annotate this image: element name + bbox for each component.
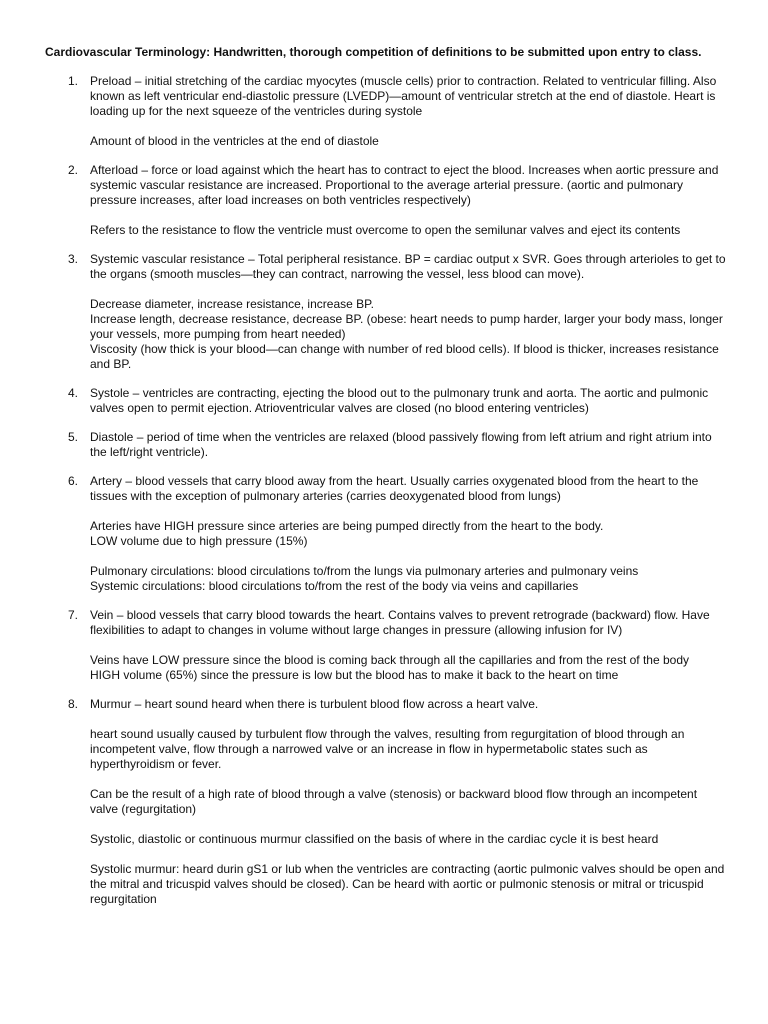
term-item — [45, 252, 728, 372]
text-line: Murmur – heart sound heard when there is turbulent blood flow across a heart valve. — [90, 697, 539, 711]
term-note — [90, 653, 728, 683]
term-note — [90, 727, 728, 772]
term-note — [90, 564, 728, 594]
term-note — [90, 223, 728, 238]
term-note — [90, 787, 728, 817]
text-line: Can be the result of a high rate of blood through a valve (stenosis) or backward blood flow through an incompetent valve (regurgitation) — [90, 787, 698, 816]
text-line: Refers to the resistance to flow the ventricle must overcome to open the semilunar valves and eject its contents — [90, 223, 681, 237]
term-note — [90, 297, 728, 372]
text-line: Systemic vascular resistance – Total peripheral resistance. BP = cardiac output x SVR. Goes through arterioles to get to the organs (smooth muscles—they can contract, narrowing the vessel, less blood can move). — [90, 252, 726, 281]
term-definition — [90, 697, 728, 712]
document-title: Cardiovascular Terminology: Handwritten, thorough competition of definitions to be submitted upon entry to class. — [45, 45, 702, 59]
term-item — [45, 163, 728, 238]
text-line: Artery – blood vessels that carry blood away from the heart. Usually carries oxygenated blood from the heart to the tissues with the exception of pulmonary arteries (carries deoxygenated blood from lungs) — [90, 474, 699, 503]
text-line: Veins have LOW pressure since the blood is coming back through all the capillaries and from the rest of the body — [90, 653, 689, 667]
term-item — [45, 697, 728, 907]
term-number: 4. — [68, 386, 79, 400]
text-line: LOW volume due to high pressure (15%) — [90, 534, 308, 548]
term-item — [45, 430, 728, 460]
term-number: 1. — [68, 74, 79, 88]
term-note — [90, 832, 728, 847]
term-note — [90, 862, 728, 907]
term-number: 3. — [68, 252, 79, 266]
term-number: 8. — [68, 697, 79, 711]
term-item — [45, 608, 728, 683]
term-definition — [90, 430, 728, 460]
text-line: Decrease diameter, increase resistance, increase BP. — [90, 297, 374, 311]
text-line: Diastole – period of time when the ventricles are relaxed (blood passively flowing from left atrium and right atrium into the left/right ventricle). — [90, 430, 712, 459]
text-line: Amount of blood in the ventricles at the end of diastole — [90, 134, 379, 148]
text-line: Increase length, decrease resistance, decrease BP. (obese: heart needs to pump harder, larger your body mass, longer your vessels, more pumping from heart needed) — [90, 312, 723, 341]
term-definition — [90, 252, 728, 282]
text-line: Systemic circulations: blood circulations to/from the rest of the body via veins and capillaries — [90, 579, 579, 593]
text-line: Viscosity (how thick is your blood—can change with number of red blood cells). If blood is thicker, increases resistance and BP. — [90, 342, 719, 371]
text-line: Systole – ventricles are contracting, ejecting the blood out to the pulmonary trunk and aorta. The aortic and pulmonic valves open to permit ejection. Atrioventricular valves are closed (no blood entering ventricles) — [90, 386, 709, 415]
term-note — [90, 519, 728, 549]
term-note — [90, 134, 728, 149]
term-definition — [90, 163, 728, 208]
term-definition — [90, 386, 728, 416]
term-item — [45, 474, 728, 594]
text-line: heart sound usually caused by turbulent flow through the valves, resulting from regurgitation of blood through an incompetent valve, flow through a narrowed valve or an increase in flow in hypermetabolic states such as hyperthyroidism or fever. — [90, 727, 685, 771]
term-number: 5. — [68, 430, 79, 444]
text-line: Pulmonary circulations: blood circulations to/from the lungs via pulmonary arteries and pulmonary veins — [90, 564, 639, 578]
text-line: Systolic, diastolic or continuous murmur classified on the basis of where in the cardiac cycle it is best heard — [90, 832, 659, 846]
term-definition — [90, 474, 728, 504]
text-line: Systolic murmur: heard durin gS1 or lub when the ventricles are contracting (aortic pulmonic valves should be open and the mitral and tricuspid valves should be closed). Can be heard with aortic or pulmonic stenosis or mitral or tricuspid regurgitation — [90, 862, 725, 906]
term-number: 7. — [68, 608, 79, 622]
text-line: Preload – initial stretching of the cardiac myocytes (muscle cells) prior to contraction. Related to ventricular filling. Also known as left ventricular end-diastolic pressure (LVEDP)—amount of ventricular stretch at the end of diastole. Heart is loading up for the next squeeze of the ventricles during systole — [90, 74, 717, 118]
term-number: 2. — [68, 163, 79, 177]
text-line: Afterload – force or load against which the heart has to contract to eject the blood. Increases when aortic pressure and systemic vascular resistance are increased. Proportional to the average arterial pressure. (aortic and pulmonary pressure increases, after load increases on both ventricles respectively) — [90, 163, 719, 207]
text-line: Vein – blood vessels that carry blood towards the heart. Contains valves to prevent retrograde (backward) flow. Have flexibilities to adapt to changes in volume without large changes in pressure (allowing infusion for IV) — [90, 608, 710, 637]
term-item — [45, 386, 728, 416]
text-line: HIGH volume (65%) since the pressure is low but the blood has to make it back to the heart on time — [90, 668, 619, 682]
term-item — [45, 74, 728, 149]
term-number: 6. — [68, 474, 79, 488]
term-definition — [90, 74, 728, 119]
text-line: Arteries have HIGH pressure since arteries are being pumped directly from the heart to the body. — [90, 519, 604, 533]
term-definition — [90, 608, 728, 638]
term-list — [45, 74, 728, 907]
